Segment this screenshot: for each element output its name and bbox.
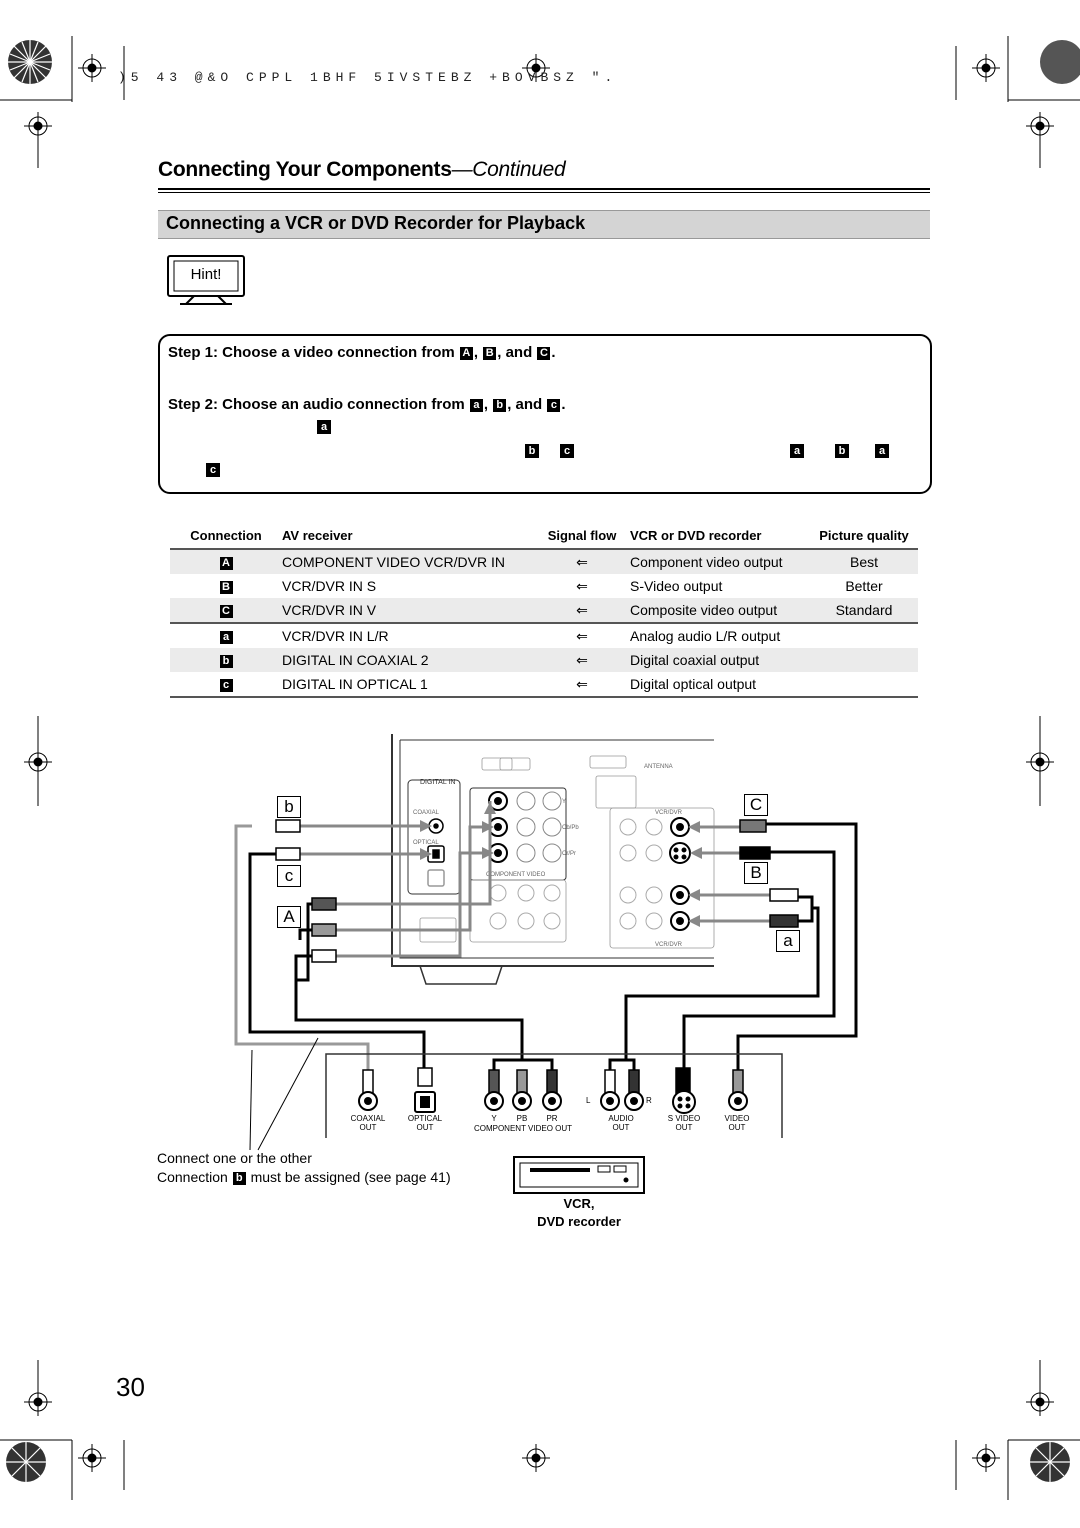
device-name-line2: DVD recorder <box>537 1214 621 1229</box>
device-cell: Digital coaxial output <box>630 648 810 672</box>
page-heading-main: Connecting Your Components <box>158 158 452 181</box>
device-cell: Analog audio L/R output <box>630 628 781 644</box>
badge-A: A <box>460 347 473 360</box>
badge-C: C <box>537 347 550 360</box>
device-cell: Composite video output <box>630 598 810 623</box>
row-badge: B <box>220 581 233 594</box>
row-badge: c <box>220 679 233 692</box>
component-pb-label: PB <box>516 1114 528 1123</box>
letter-a: a <box>776 930 800 952</box>
page-heading-continued: —Continued <box>451 158 566 181</box>
inline-badge: a <box>317 420 331 434</box>
audio-r-label: R <box>646 1096 652 1105</box>
header-code: )5 43 @&O CPPL 1BHF 5IVSTEBZ +BOVBSZ ". <box>118 70 618 85</box>
letter-C: C <box>744 794 768 816</box>
audio-out-label: AUDIO OUT <box>608 1114 634 1132</box>
inline-badge: a <box>790 444 804 458</box>
av-cell: VCR/DVR IN V <box>282 598 534 623</box>
component-pr-label: PR <box>546 1114 558 1123</box>
row-badge: C <box>220 605 233 618</box>
optical-out-label: OPTICAL OUT <box>407 1114 443 1132</box>
svg-text:Y: Y <box>562 799 567 805</box>
flow-cell: ⇐ <box>534 598 630 623</box>
device-cell: Digital optical output <box>630 672 810 697</box>
badge-c: c <box>547 399 560 412</box>
step-1: Step 1: Choose a video connection from A , B , and C . <box>168 344 556 361</box>
hint-label: Hint! <box>190 266 222 283</box>
assign-note: Connection b must be assigned (see page 41) <box>157 1169 451 1185</box>
inline-badge: b <box>835 444 849 458</box>
flow-cell: ⇐ <box>534 672 630 697</box>
video-out-label: VIDEO OUT <box>724 1114 750 1132</box>
av-cell: VCR/DVR IN L/R <box>282 628 389 644</box>
svg-text:OPTICAL: OPTICAL <box>413 840 439 846</box>
flow-cell: ⇐ <box>576 577 588 594</box>
letter-A: A <box>277 906 301 928</box>
row-badge: A <box>220 557 233 570</box>
inline-badge: c <box>560 444 574 458</box>
audio-l-label: L <box>586 1096 591 1105</box>
component-y-label: Y <box>491 1114 497 1123</box>
badge-a: a <box>470 399 483 412</box>
flow-cell: ⇐ <box>534 648 630 672</box>
col-signal-flow: Signal flow <box>534 526 630 549</box>
svideo-out-label: S VIDEO OUT <box>667 1114 701 1132</box>
inline-badge: c <box>206 463 220 477</box>
inline-badge: a <box>875 444 889 458</box>
quality-cell: Better <box>845 578 883 594</box>
svg-text:Cr/Pr: Cr/Pr <box>562 851 576 857</box>
page-number: 30 <box>116 1372 145 1402</box>
col-av-receiver: AV receiver <box>282 526 534 549</box>
col-vcr-dvd: VCR or DVD recorder <box>630 526 810 549</box>
device-cell: S-Video output <box>630 578 723 594</box>
row-badge: a <box>220 631 233 644</box>
av-cell: DIGITAL IN COAXIAL 2 <box>282 648 534 672</box>
badge-b: b <box>493 399 506 412</box>
svg-text:ANTENNA: ANTENNA <box>644 764 673 770</box>
svg-text:DIGITAL IN: DIGITAL IN <box>420 779 456 786</box>
step-2: Step 2: Choose an audio connection from a , b , and c . <box>168 396 566 413</box>
av-cell: VCR/DVR IN S <box>282 578 377 594</box>
letter-b: b <box>277 796 301 818</box>
quality-cell: Standard <box>810 598 918 623</box>
svg-text:VCR/DVR: VCR/DVR <box>655 810 683 816</box>
badge-b: b <box>233 1172 246 1185</box>
svg-text:VCR/DVR: VCR/DVR <box>655 942 683 948</box>
col-connection: Connection <box>170 526 282 549</box>
flow-cell: ⇐ <box>576 627 588 644</box>
svg-text:COMPONENT VIDEO: COMPONENT VIDEO <box>486 872 546 878</box>
coaxial-out-label: COAXIAL OUT <box>350 1114 386 1132</box>
component-video-out-label: COMPONENT VIDEO OUT <box>473 1124 573 1133</box>
quality-cell: Best <box>810 549 918 574</box>
av-cell: DIGITAL IN OPTICAL 1 <box>282 672 534 697</box>
device-name-line1: VCR, <box>563 1196 595 1211</box>
badge-B: B <box>483 347 496 360</box>
letter-c: c <box>277 865 301 887</box>
av-cell: COMPONENT VIDEO VCR/DVR IN <box>282 549 534 574</box>
svg-text:Cb/Pb: Cb/Pb <box>562 825 579 831</box>
letter-B: B <box>744 862 768 884</box>
col-picture-quality: Picture quality <box>810 526 918 549</box>
row-badge: b <box>220 655 233 668</box>
device-cell: Component video output <box>630 549 810 574</box>
connect-one-note: Connect one or the other <box>157 1150 312 1166</box>
section-title: Connecting a VCR or DVD Recorder for Playback <box>166 213 586 233</box>
inline-badge: b <box>525 444 539 458</box>
flow-cell: ⇐ <box>534 549 630 574</box>
vcr-device-icon <box>514 1157 644 1193</box>
svg-text:COAXIAL: COAXIAL <box>413 810 440 816</box>
